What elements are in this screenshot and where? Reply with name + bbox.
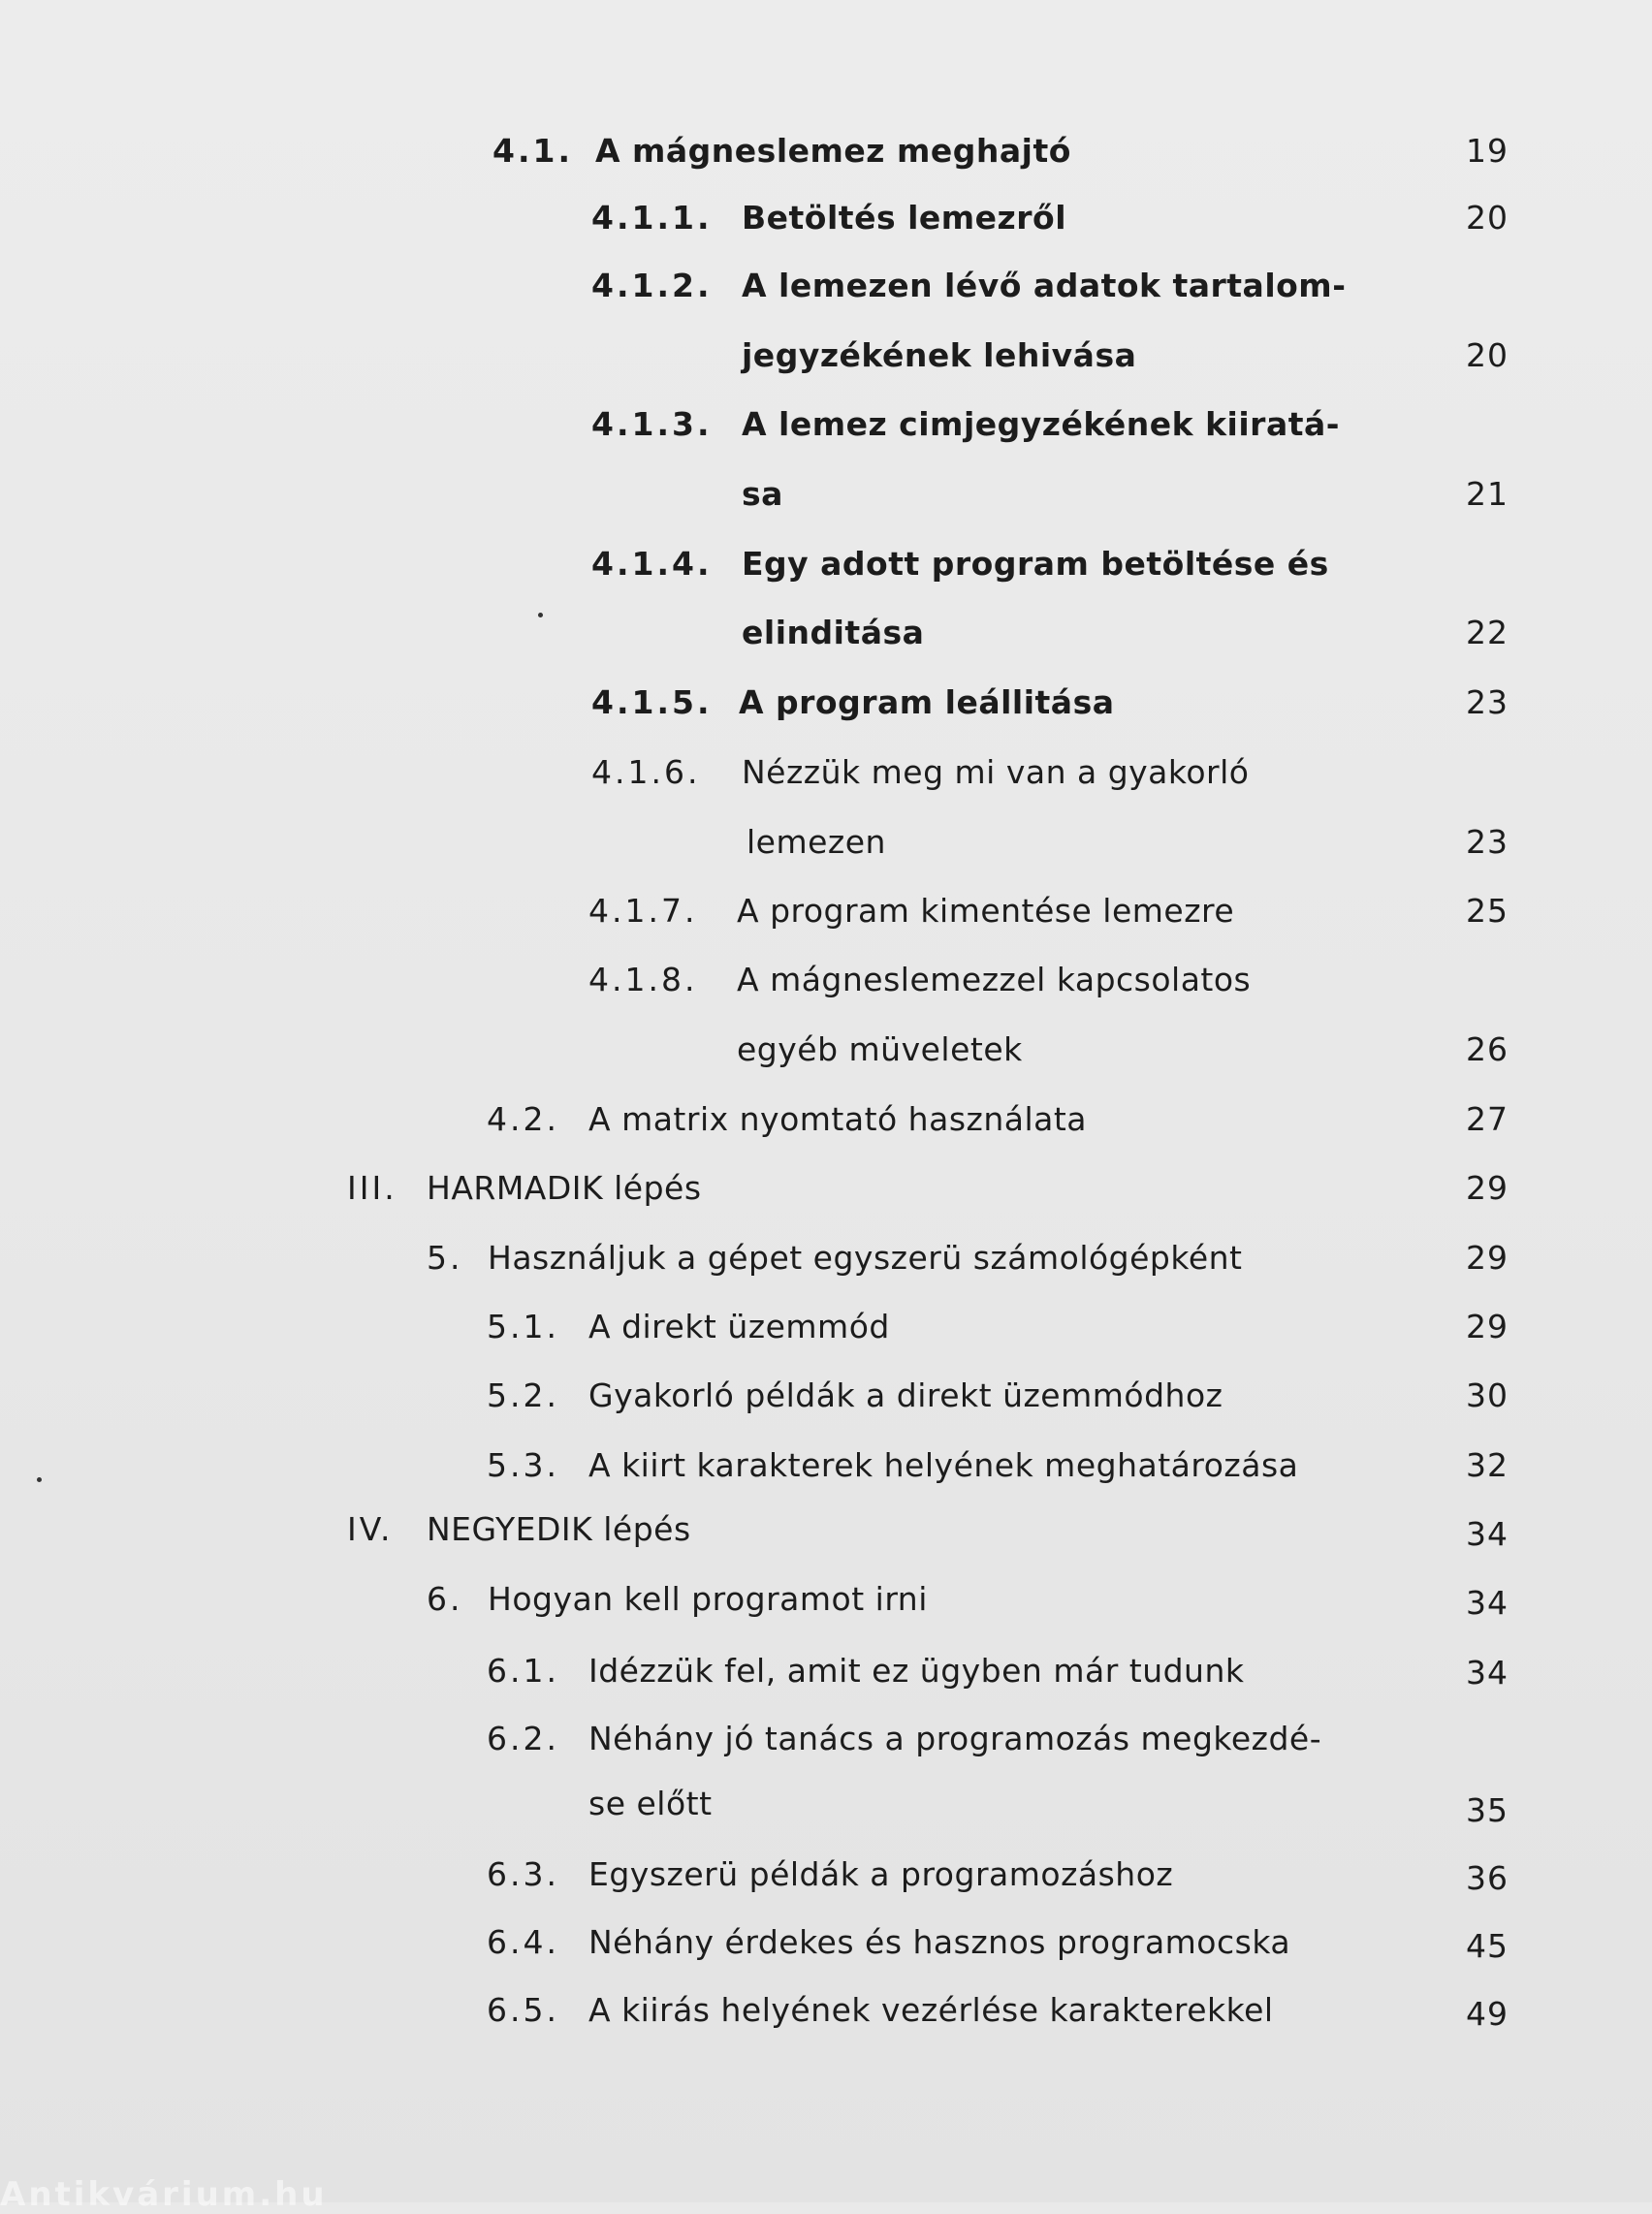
toc-title: Nézzük meg mi van a gyakorló	[742, 753, 1250, 791]
toc-number: IV.	[347, 1510, 394, 1548]
toc-number: 6.2.	[487, 1720, 559, 1757]
toc-page-number: 25	[1466, 892, 1509, 930]
toc-number: 4.1.3.	[591, 405, 713, 443]
toc-page-number: 34	[1466, 1584, 1509, 1622]
toc-title-continuation: egyéb müveletek	[737, 1030, 1023, 1068]
toc-page-number: 20	[1466, 336, 1509, 374]
toc-page-number: 34	[1466, 1654, 1509, 1692]
toc-number: 4.1.7.	[588, 892, 698, 930]
toc-number: 5.2.	[487, 1376, 559, 1414]
toc-page-number: 30	[1466, 1376, 1509, 1414]
toc-number: 6.4.	[487, 1923, 559, 1961]
toc-number: 5.	[427, 1239, 463, 1277]
toc-page-number: 36	[1466, 1859, 1509, 1897]
toc-page-number: 20	[1466, 199, 1509, 237]
toc-number: III.	[347, 1169, 397, 1207]
toc-title: Néhány érdekes és hasznos programocska	[588, 1923, 1291, 1961]
print-speck	[538, 613, 543, 617]
toc-title: A lemezen lévő adatok tartalom-	[742, 267, 1347, 304]
toc-title: A program leállitása	[739, 683, 1115, 721]
toc-page-number: 32	[1466, 1446, 1509, 1484]
toc-page-number: 27	[1466, 1100, 1509, 1138]
toc-title: A direkt üzemmód	[588, 1308, 890, 1345]
watermark: Antikvárium.hu	[0, 2175, 328, 2214]
toc-title-continuation: se előtt	[588, 1785, 713, 1822]
toc-page-number: 29	[1466, 1239, 1509, 1277]
toc-title: Betöltés lemezről	[742, 199, 1067, 237]
toc-title: Használjuk a gépet egyszerü számológépként	[488, 1239, 1243, 1277]
toc-title-continuation: sa	[742, 475, 783, 513]
toc-number: 4.1.2.	[591, 267, 713, 304]
toc-page-number: 23	[1466, 683, 1509, 721]
toc-number: 5.1.	[487, 1308, 559, 1345]
toc-page-number: 19	[1466, 132, 1509, 170]
toc-title: Hogyan kell programot irni	[488, 1580, 928, 1618]
toc-title: A mágneslemez meghajtó	[595, 132, 1071, 170]
toc-title-continuation: jegyzékének lehivása	[742, 336, 1137, 374]
toc-title: A program kimentése lemezre	[737, 892, 1235, 930]
toc-title: Idézzük fel, amit ez ügyben már tudunk	[588, 1652, 1245, 1690]
toc-title: NEGYEDIK lépés	[427, 1510, 691, 1548]
toc-page-number: 49	[1466, 1995, 1509, 2033]
toc-title: A kiirt karakterek helyének meghatározása	[588, 1446, 1299, 1484]
toc-title-continuation: lemezen	[747, 823, 886, 861]
toc-number: 4.1.1.	[591, 199, 713, 237]
toc-number: 6.1.	[487, 1652, 559, 1690]
toc-title: A matrix nyomtató használata	[588, 1100, 1088, 1138]
toc-number: 4.1.6.	[591, 753, 701, 791]
toc-title: HARMADIK lépés	[427, 1169, 702, 1207]
toc-title: Egyszerü példák a programozáshoz	[588, 1855, 1174, 1893]
toc-page-number: 22	[1466, 614, 1509, 651]
toc-number: 4.1.8.	[588, 961, 698, 998]
toc-number: 5.3.	[487, 1446, 559, 1484]
toc-title: A kiirás helyének vezérlése karakterekkel	[588, 1991, 1274, 2029]
toc-title: Gyakorló példák a direkt üzemmódhoz	[588, 1376, 1223, 1414]
toc-number: 4.1.4.	[591, 545, 713, 583]
toc-title: Néhány jó tanács a programozás megkezdé-	[588, 1720, 1322, 1757]
toc-title: A lemez cimjegyzékének kiiratá-	[742, 405, 1340, 443]
toc-title: Egy adott program betöltése és	[742, 545, 1329, 583]
toc-number: 4.2.	[487, 1100, 559, 1138]
toc-title: A mágneslemezzel kapcsolatos	[737, 961, 1252, 998]
toc-number: 4.1.5.	[591, 683, 713, 721]
toc-number: 6.5.	[487, 1991, 559, 2029]
toc-number: 4.1.	[492, 132, 573, 170]
toc-page-number: 29	[1466, 1308, 1509, 1345]
toc-page-number: 26	[1466, 1030, 1509, 1068]
toc-title-continuation: elinditása	[742, 614, 925, 651]
toc-page-number: 29	[1466, 1169, 1509, 1207]
toc-number: 6.3.	[487, 1855, 559, 1893]
toc-page-number: 34	[1466, 1515, 1509, 1553]
print-speck	[37, 1477, 42, 1482]
toc-page-number: 23	[1466, 823, 1509, 861]
toc-page-number: 45	[1466, 1927, 1509, 1965]
toc-number: 6.	[427, 1580, 463, 1618]
toc-page-number: 35	[1466, 1791, 1509, 1829]
toc-page-number: 21	[1466, 475, 1509, 513]
